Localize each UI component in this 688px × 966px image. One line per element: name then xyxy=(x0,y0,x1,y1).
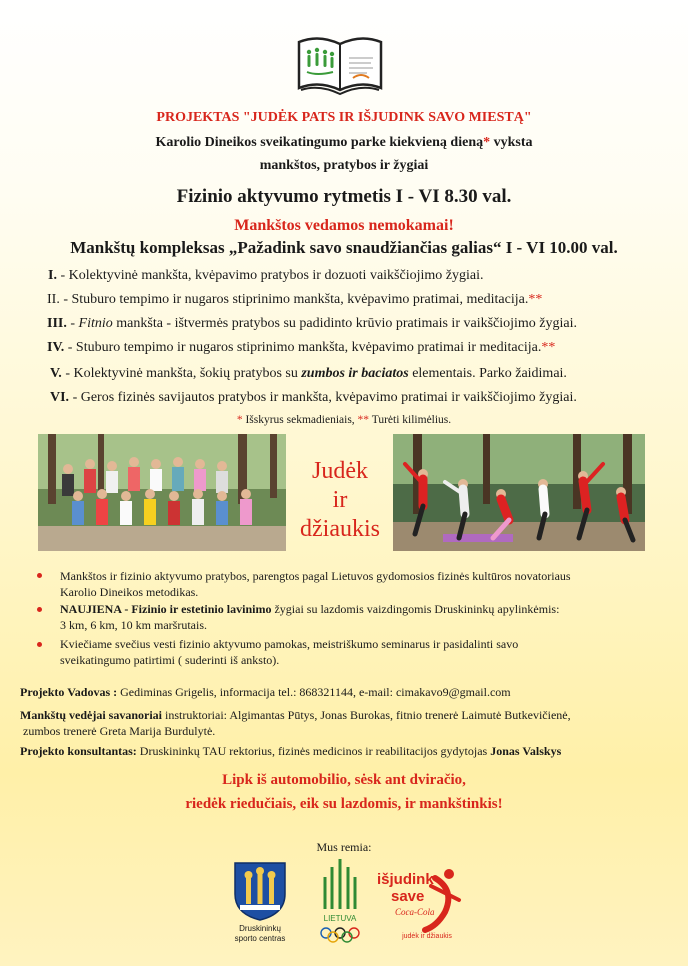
asterisk-mark: * xyxy=(483,135,491,150)
schedule-num: VI. xyxy=(50,390,70,405)
schedule-num: III. xyxy=(47,316,67,331)
consultant-label: Projekto konsultantas: xyxy=(20,744,137,758)
volunteers-label: Mankštų vedėjai savanoriai xyxy=(20,708,163,722)
schedule-dash: - xyxy=(66,316,79,331)
schedule-item-2 xyxy=(47,292,542,308)
consultant xyxy=(20,743,561,759)
volunteers xyxy=(20,707,571,739)
bullet-news xyxy=(60,601,559,633)
bullet-text: sveikatingumo patirtimi ( suderinti iš anksto). xyxy=(60,653,280,667)
schedule-text: elementais. Parko žaidimai. xyxy=(408,366,567,381)
slogan-line-3: džiaukis xyxy=(300,516,380,542)
bullet-text: 3 km, 6 km, 10 km maršrutais. xyxy=(60,618,207,632)
sponsors-label: Mus remia: xyxy=(316,840,372,854)
schedule-text: mankšta - ištvermės pratybos su padidinto krūvio pratimais ir vaikščiojimo žygiai. xyxy=(112,316,578,331)
lietuva-label: LIETUVA xyxy=(323,914,357,923)
project-logo-book-icon xyxy=(295,32,385,96)
schedule-text: - Geros fizinės savijautos pratybos ir mankšta, kvėpavimo pratimai ir vaikščiojimo žygiai. xyxy=(69,390,577,405)
slogan-line-1: Judėk xyxy=(312,458,368,484)
fitnio-italic: Fitnio xyxy=(78,316,113,331)
call-to-action xyxy=(0,768,688,816)
footnote xyxy=(0,414,688,426)
olympic-rings-icon xyxy=(318,927,362,943)
schedule-text: - Kolektyvinė mankšta, kvėpavimo pratybos ir dozuoti vaikščiojimo žygiai. xyxy=(56,268,484,283)
schedule-num: IV. xyxy=(47,340,65,355)
double-asterisk-mark: ** xyxy=(357,414,370,426)
schedule-item-5 xyxy=(50,366,567,382)
cta-line-1: Lipk iš automobilio, sėsk ant dviračio, xyxy=(222,772,466,788)
schedule-item-6 xyxy=(50,390,577,406)
schedule-item-4 xyxy=(47,340,555,356)
free-notice: Mankštos vedamos nemokamai! xyxy=(234,217,454,234)
bullet-text: Mankštos ir fizinio aktyvumo pratybos, parengtos pagal Lietuvos gydomosios fizinės kultūros novatoriaus xyxy=(60,569,571,583)
volunteers-info-2: zumbos trenerė Greta Marija Burdulytė. xyxy=(23,724,216,738)
save-text: save xyxy=(391,888,425,905)
leader-info: Gediminas Grigelis, informacija tel.: 868321144, e-mail: cimakavo9@gmail.com xyxy=(117,685,511,699)
bullet-text: Karolio Dineikos metodikas. xyxy=(60,585,199,599)
schedule-num: I. xyxy=(48,268,57,283)
volunteers-info: instruktoriai: Algimantas Pūtys, Jonas Burokas, fitnio trenerė Laimutė Butkevičienė, xyxy=(162,708,571,722)
bullet-text: Kviečiame svečius vesti fizinio aktyvumo pamokas, meistriškumo seminarus ir pasidalinti savo xyxy=(60,637,519,651)
leader-label: Projekto Vadovas : xyxy=(20,685,118,699)
group-photo xyxy=(38,434,286,551)
consultant-info: Druskininkų TAU rektorius, fizinės medicinos ir reabilitacijos gydytojas xyxy=(136,744,491,758)
schedule-item-1 xyxy=(48,268,483,284)
asterisk-mark: * xyxy=(236,414,243,426)
schedule-item-3 xyxy=(47,316,577,332)
isjudink-save-logo xyxy=(375,860,465,940)
double-asterisk-mark: ** xyxy=(528,292,543,307)
lietuva-logo-icon xyxy=(322,857,358,913)
sports-centre-line-2: sporto centras xyxy=(234,934,286,943)
park-line-text: Karolio Dineikos sveikatingumo parke kiekvieną dieną xyxy=(155,135,484,150)
activities-line: mankštos, pratybos ir žygiai xyxy=(259,158,429,173)
bullet-dot xyxy=(37,642,42,647)
coca-cola-text: Coca-Cola xyxy=(395,907,435,917)
footnote-text-1: Išskyrus sekmadieniais, xyxy=(242,414,358,426)
slogan-line-2: ir xyxy=(332,487,348,513)
bullet-methodology xyxy=(60,568,571,600)
park-line-end: vyksta xyxy=(490,135,533,150)
bullet-text: žygiai su lazdomis vaizdingomis Druskininkų apylinkėmis: xyxy=(271,602,560,616)
schedule-num: II. xyxy=(47,292,60,307)
morning-schedule: Fizinio aktyvumo rytmetis I - VI 8.30 val. xyxy=(176,186,512,207)
sports-centre-label xyxy=(222,924,298,944)
isjudink-text: išjudink xyxy=(377,871,434,888)
druskininkai-coat-of-arms-icon xyxy=(232,860,288,922)
exercise-photo xyxy=(393,434,645,551)
sponsor-tagline: judėk ir džiaukis xyxy=(402,933,452,940)
project-title: PROJEKTAS "JUDĖK PATS IR IŠJUDINK SAVO MIESTĄ" xyxy=(156,110,532,125)
bullet-dot xyxy=(37,607,42,612)
zumba-italic: zumbos ir baciatos xyxy=(301,366,409,381)
park-line xyxy=(0,135,688,151)
cta-line-2: riedėk riedučiais, eik su lazdomis, ir mankštinkis! xyxy=(185,796,503,812)
schedule-text: - Stuburo tempimo ir nugaros stiprinimo mankšta, kvėpavimo pratimai ir meditacija. xyxy=(64,340,542,355)
bullet-dot xyxy=(37,573,42,578)
slogan xyxy=(290,457,390,544)
footnote-text-2: Turėti kilimėlius. xyxy=(369,414,452,426)
news-label: NAUJIENA - Fizinio ir estetinio lavinimo xyxy=(60,602,272,616)
schedule-dash: - Kolektyvinė mankšta, šokių pratybos su xyxy=(61,366,302,381)
double-asterisk-mark: ** xyxy=(541,340,556,355)
bullet-invite xyxy=(60,636,518,668)
consultant-name: Jonas Valskys xyxy=(490,744,562,758)
schedule-num: V. xyxy=(50,366,62,381)
schedule-text: - Stuburo tempimo ir nugaros stiprinimo mankšta, kvėpavimo pratimai, meditacija. xyxy=(59,292,529,307)
exercise-complex-title: Mankštų kompleksas „Pažadink savo snaudžiančias galias“ I - VI 10.00 val. xyxy=(70,238,618,257)
sports-centre-line-1: Druskininkų xyxy=(239,924,281,933)
project-leader xyxy=(20,684,511,700)
